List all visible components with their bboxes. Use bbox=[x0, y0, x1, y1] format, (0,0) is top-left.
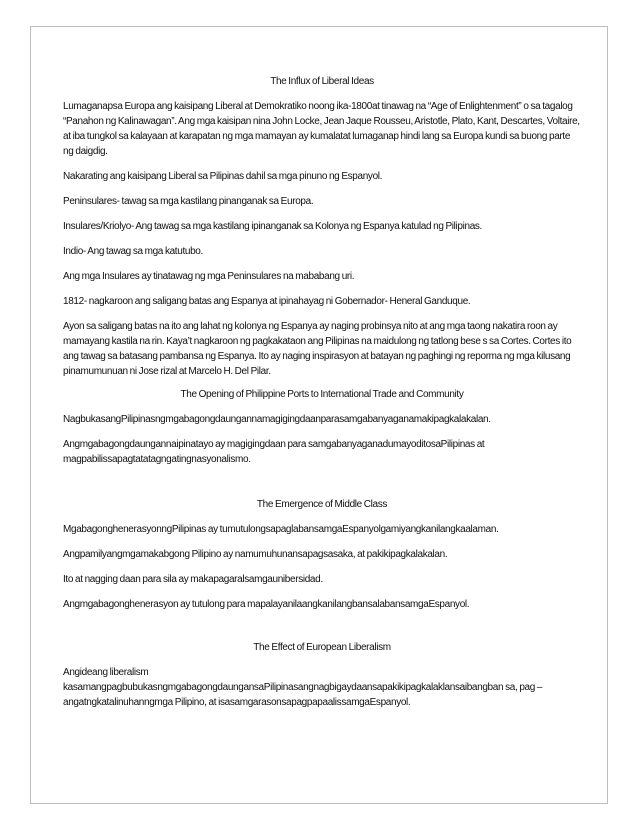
paragraph-mababang-uri: Ang mga Insulares ay tinatawag ng mga Peninsulares na mababang uri. bbox=[63, 271, 355, 282]
paragraph-daungan: NagbukasangPilipinasngmgabagongdaungannamagigingdaanparasamgabanyaganamakipagkalakalan. bbox=[63, 414, 491, 425]
paragraph-pamilya: Angpamilyangmgamakabgong Pilipino ay namumuhunansapagsasaka, at pakikipagkalakalan. bbox=[63, 549, 448, 560]
section-heading-middle-class: The Emergence of Middle Class bbox=[256, 499, 388, 510]
paragraph-liberal-arrival: Nakarating ang kaisipang Liberal sa Pilipinas dahil sa mga pinuno ng Espanyol. bbox=[63, 171, 383, 182]
paragraph-indio: Indio- Ang tawag sa mga katutubo. bbox=[63, 246, 203, 257]
paragraph-peninsulares: Peninsulares- tawag sa mga kastilang pinanganak sa Europa. bbox=[63, 196, 314, 207]
section-heading-ports: The Opening of Philippine Ports to International Trade and Community bbox=[180, 389, 464, 400]
paragraph-bagong-henerasyon: MgabagonghenerasyonngPilipinas ay tumutulongsapaglabansamgaEspanyolgamiyangkanilangkaalaman. bbox=[63, 524, 499, 535]
paragraph-saligang-batas: Ayon sa saligang batas na ito ang lahat ng kolonya ng Espanya ay naging probinsya nito at ang mga taong nakatira roon ay mamayang kastila na rin. Kaya’t nagkaroon ng pagkakataon ang Pilipinas na maidulong ng tatlong bese s sa Cortes. Cortes ito ang tawag sa batasang pambansa ng Espanya. Ito ay naging inspirasyon at batayan ng paghingi ng reporma ng mga kilusang pinamumunuan ni Jose rizal at Marcelo H. Del Pilar. bbox=[63, 321, 572, 377]
paragraph-mapalaya: Angmgabagonghenerasyon ay tutulong para mapalayanilaangkanilangbansalabansamgaEspanyol. bbox=[63, 599, 470, 610]
document-body bbox=[63, 74, 581, 720]
section-heading-liberal-ideas: The Influx of Liberal Ideas bbox=[270, 76, 374, 87]
paragraph-unibersidad: Ito at nagging daan para sila ay makapagaralsamgaunibersidad. bbox=[63, 574, 323, 585]
paragraph-insulares: Insulares/Kriolyo- Ang tawag sa mga kastilang ipinanganak sa Kolonya ng Espanya katulad ng Pilipinas. bbox=[63, 221, 482, 232]
paragraph-age-of-enlightenment: Lumaganapsa Europa ang kaisipang Liberal at Demokratiko noong ika-1800at tinawag na “Age of Enlightenment” o sa tagalog “Panahon ng Kalinawagan”. Ang mga kaisipan nina John Locke, Jean Jaque Rousseu, Aristotle, Plato, Kant, Descartes, Voltaire, at iba tungkol sa kalayaan at karapatan ng mga mamayan ay kumalatat lumaganap hindi lang sa Europa kundi sa buong parte ng daigdig. bbox=[63, 101, 580, 157]
document-page bbox=[30, 26, 608, 804]
paragraph-ideang-liberalism: Angideang liberalism kasamangpagbubukasngmgabagongdaungansaPilipinasangnagbigaydaansapakikipagkalaklansaibangban sa, pag – angatngkatalinuhanngmga Pilipino, at isasamgarasonsapagpapaalissamgaEspanyol. bbox=[63, 667, 543, 708]
section-heading-european-liberalism: The Effect of European Liberalism bbox=[253, 642, 391, 653]
paragraph-1812: 1812- nagkaroon ang saligang batas ang Espanya at ipinahayag ni Gobernador- Heneral Ganduque. bbox=[63, 296, 471, 307]
paragraph-nasyonalismo: Angmgabagongdaungannaipinatayo ay magigingdaan para samgabanyaganadumayoditosaPilipinas at magpabilissapagtatatagngatingnasyonalismo. bbox=[63, 439, 485, 465]
